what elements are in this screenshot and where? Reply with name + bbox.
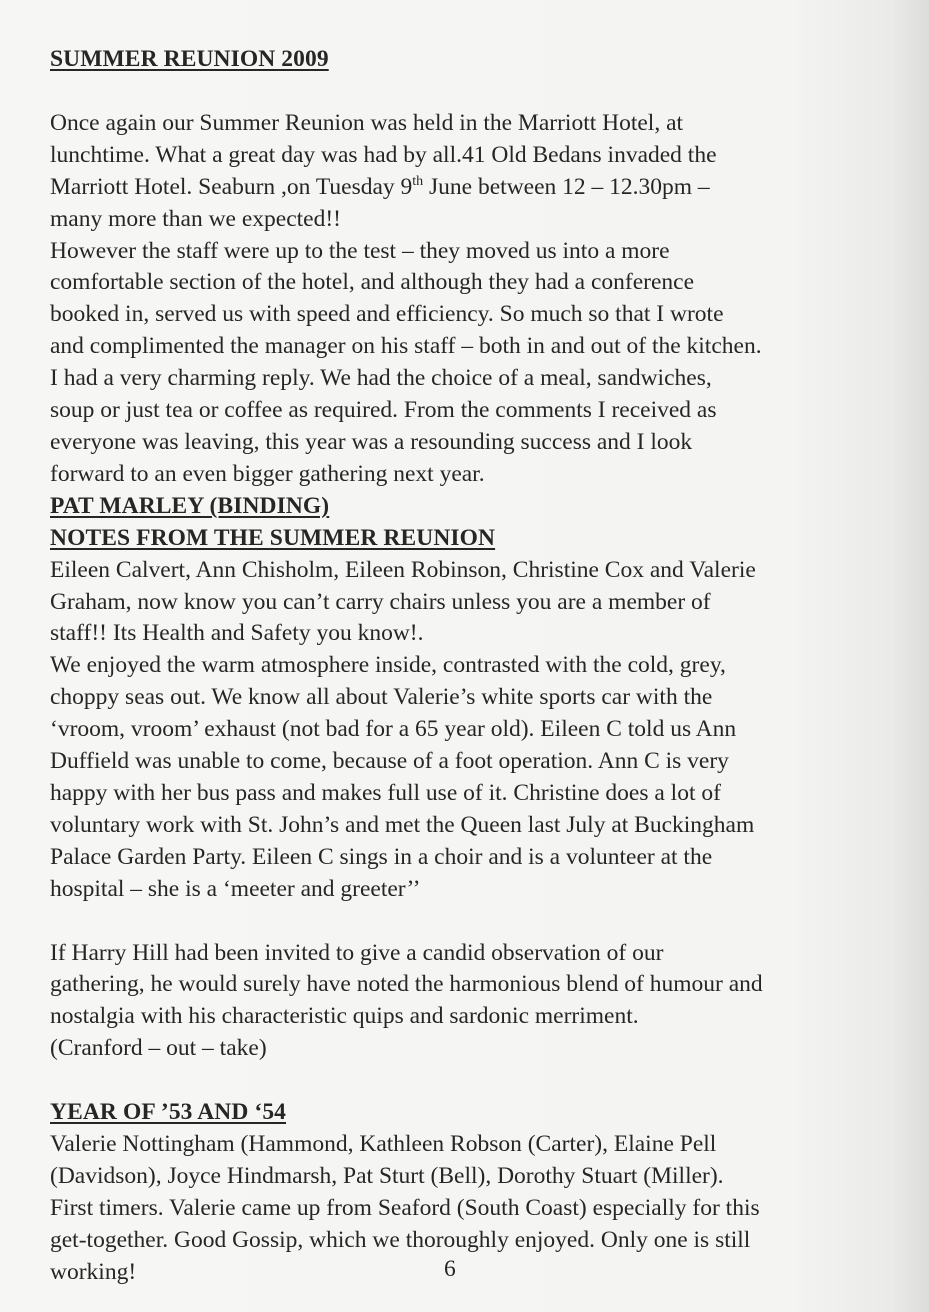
text-line: hospital – she is a ‘meeter and greeter’’	[50, 875, 421, 902]
text-line: nostalgia with his characteristic quips and sardonic merriment.	[50, 1003, 639, 1030]
text-line: gathering, he would surely have noted the harmonious blend of humour and	[50, 971, 763, 998]
text-line: staff!! Its Health and Safety you know!.	[50, 620, 424, 647]
text-line: (Cranford – out – take)	[50, 1035, 267, 1062]
text-line: working!	[50, 1258, 137, 1285]
notes-paragraph	[50, 555, 900, 906]
year-heading: YEAR OF ’53 AND ‘54	[50, 1099, 287, 1126]
text-line: Graham, now know you can’t carry chairs unless you are a member of	[50, 588, 711, 615]
text-line: Eileen Calvert, Ann Chisholm, Eileen Robinson, Christine Cox and Valerie	[50, 556, 756, 583]
text-line: First timers. Valerie came up from Seaford (South Coast) especially for this	[50, 1194, 760, 1221]
spacer	[50, 906, 900, 938]
notes-heading: NOTES FROM THE SUMMER REUNION	[50, 524, 496, 551]
spacer	[50, 76, 900, 108]
text-line	[50, 172, 900, 204]
text-line: ‘vroom, vroom’ exhaust (not bad for a 65 year old). Eileen C told us Ann	[50, 716, 737, 743]
text-line: booked in, served us with speed and efficiency. So much so that I wrote	[50, 301, 724, 328]
text-line: We enjoyed the warm atmosphere inside, contrasted with the cold, grey,	[50, 652, 726, 679]
text-line: everyone was leaving, this year was a resounding success and I look	[50, 428, 693, 455]
summer-reunion-paragraph	[50, 108, 900, 491]
text-line: forward to an even bigger gathering next year.	[50, 460, 485, 487]
page-content	[50, 44, 900, 1289]
text-line: If Harry Hill had been invited to give a candid observation of our	[50, 939, 664, 966]
ordinal-suffix: th	[412, 173, 424, 189]
spacer	[50, 1065, 900, 1097]
text-line: However the staff were up to the test – they moved us into a more	[50, 237, 670, 264]
text-line: Duffield was unable to come, because of a foot operation. Ann C is very	[50, 748, 729, 775]
text-line: happy with her bus pass and makes full use of it. Christine does a lot of	[50, 779, 721, 806]
text-line: soup or just tea or coffee as required. From the comments I received as	[50, 397, 717, 424]
text-line: comfortable section of the hotel, and although they had a conference	[50, 269, 695, 296]
text-line: many more than we expected!!	[50, 205, 342, 232]
text-line: lunchtime. What a great day was had by all.41 Old Bedans invaded the	[50, 141, 717, 168]
text-line: (Davidson), Joyce Hindmarsh, Pat Sturt (Bell), Dorothy Stuart (Miller).	[50, 1163, 724, 1189]
text-line: choppy seas out. We know all about Valerie’s white sports car with the	[50, 684, 713, 711]
harry-hill-paragraph	[50, 938, 900, 1066]
text-line: get-together. Good Gossip, which we thoroughly enjoyed. Only one is still	[50, 1226, 751, 1253]
text-line: Palace Garden Party. Eileen C sings in a choir and is a volunteer at the	[50, 843, 713, 870]
text-line: voluntary work with St. John’s and met the Queen last July at Buckingham	[50, 811, 755, 838]
text-line: I had a very charming reply. We had the choice of a meal, sandwiches,	[50, 365, 712, 392]
pat-marley-heading: PAT MARLEY (BINDING)	[50, 492, 330, 519]
page-number: 6	[444, 1256, 456, 1282]
summer-reunion-heading: SUMMER REUNION 2009	[50, 46, 329, 72]
year-paragraph	[50, 1129, 900, 1289]
text-segment: Marriott Hotel. Seaburn ,on Tuesday 9	[50, 173, 413, 200]
text-segment: June between 12 – 12.30pm –	[423, 173, 710, 200]
text-line: Once again our Summer Reunion was held in the Marriott Hotel, at	[50, 109, 684, 136]
text-line: Valerie Nottingham (Hammond, Kathleen Robson (Carter), Elaine Pell	[50, 1131, 717, 1158]
text-line: and complimented the manager on his staff – both in and out of the kitchen.	[50, 333, 762, 360]
